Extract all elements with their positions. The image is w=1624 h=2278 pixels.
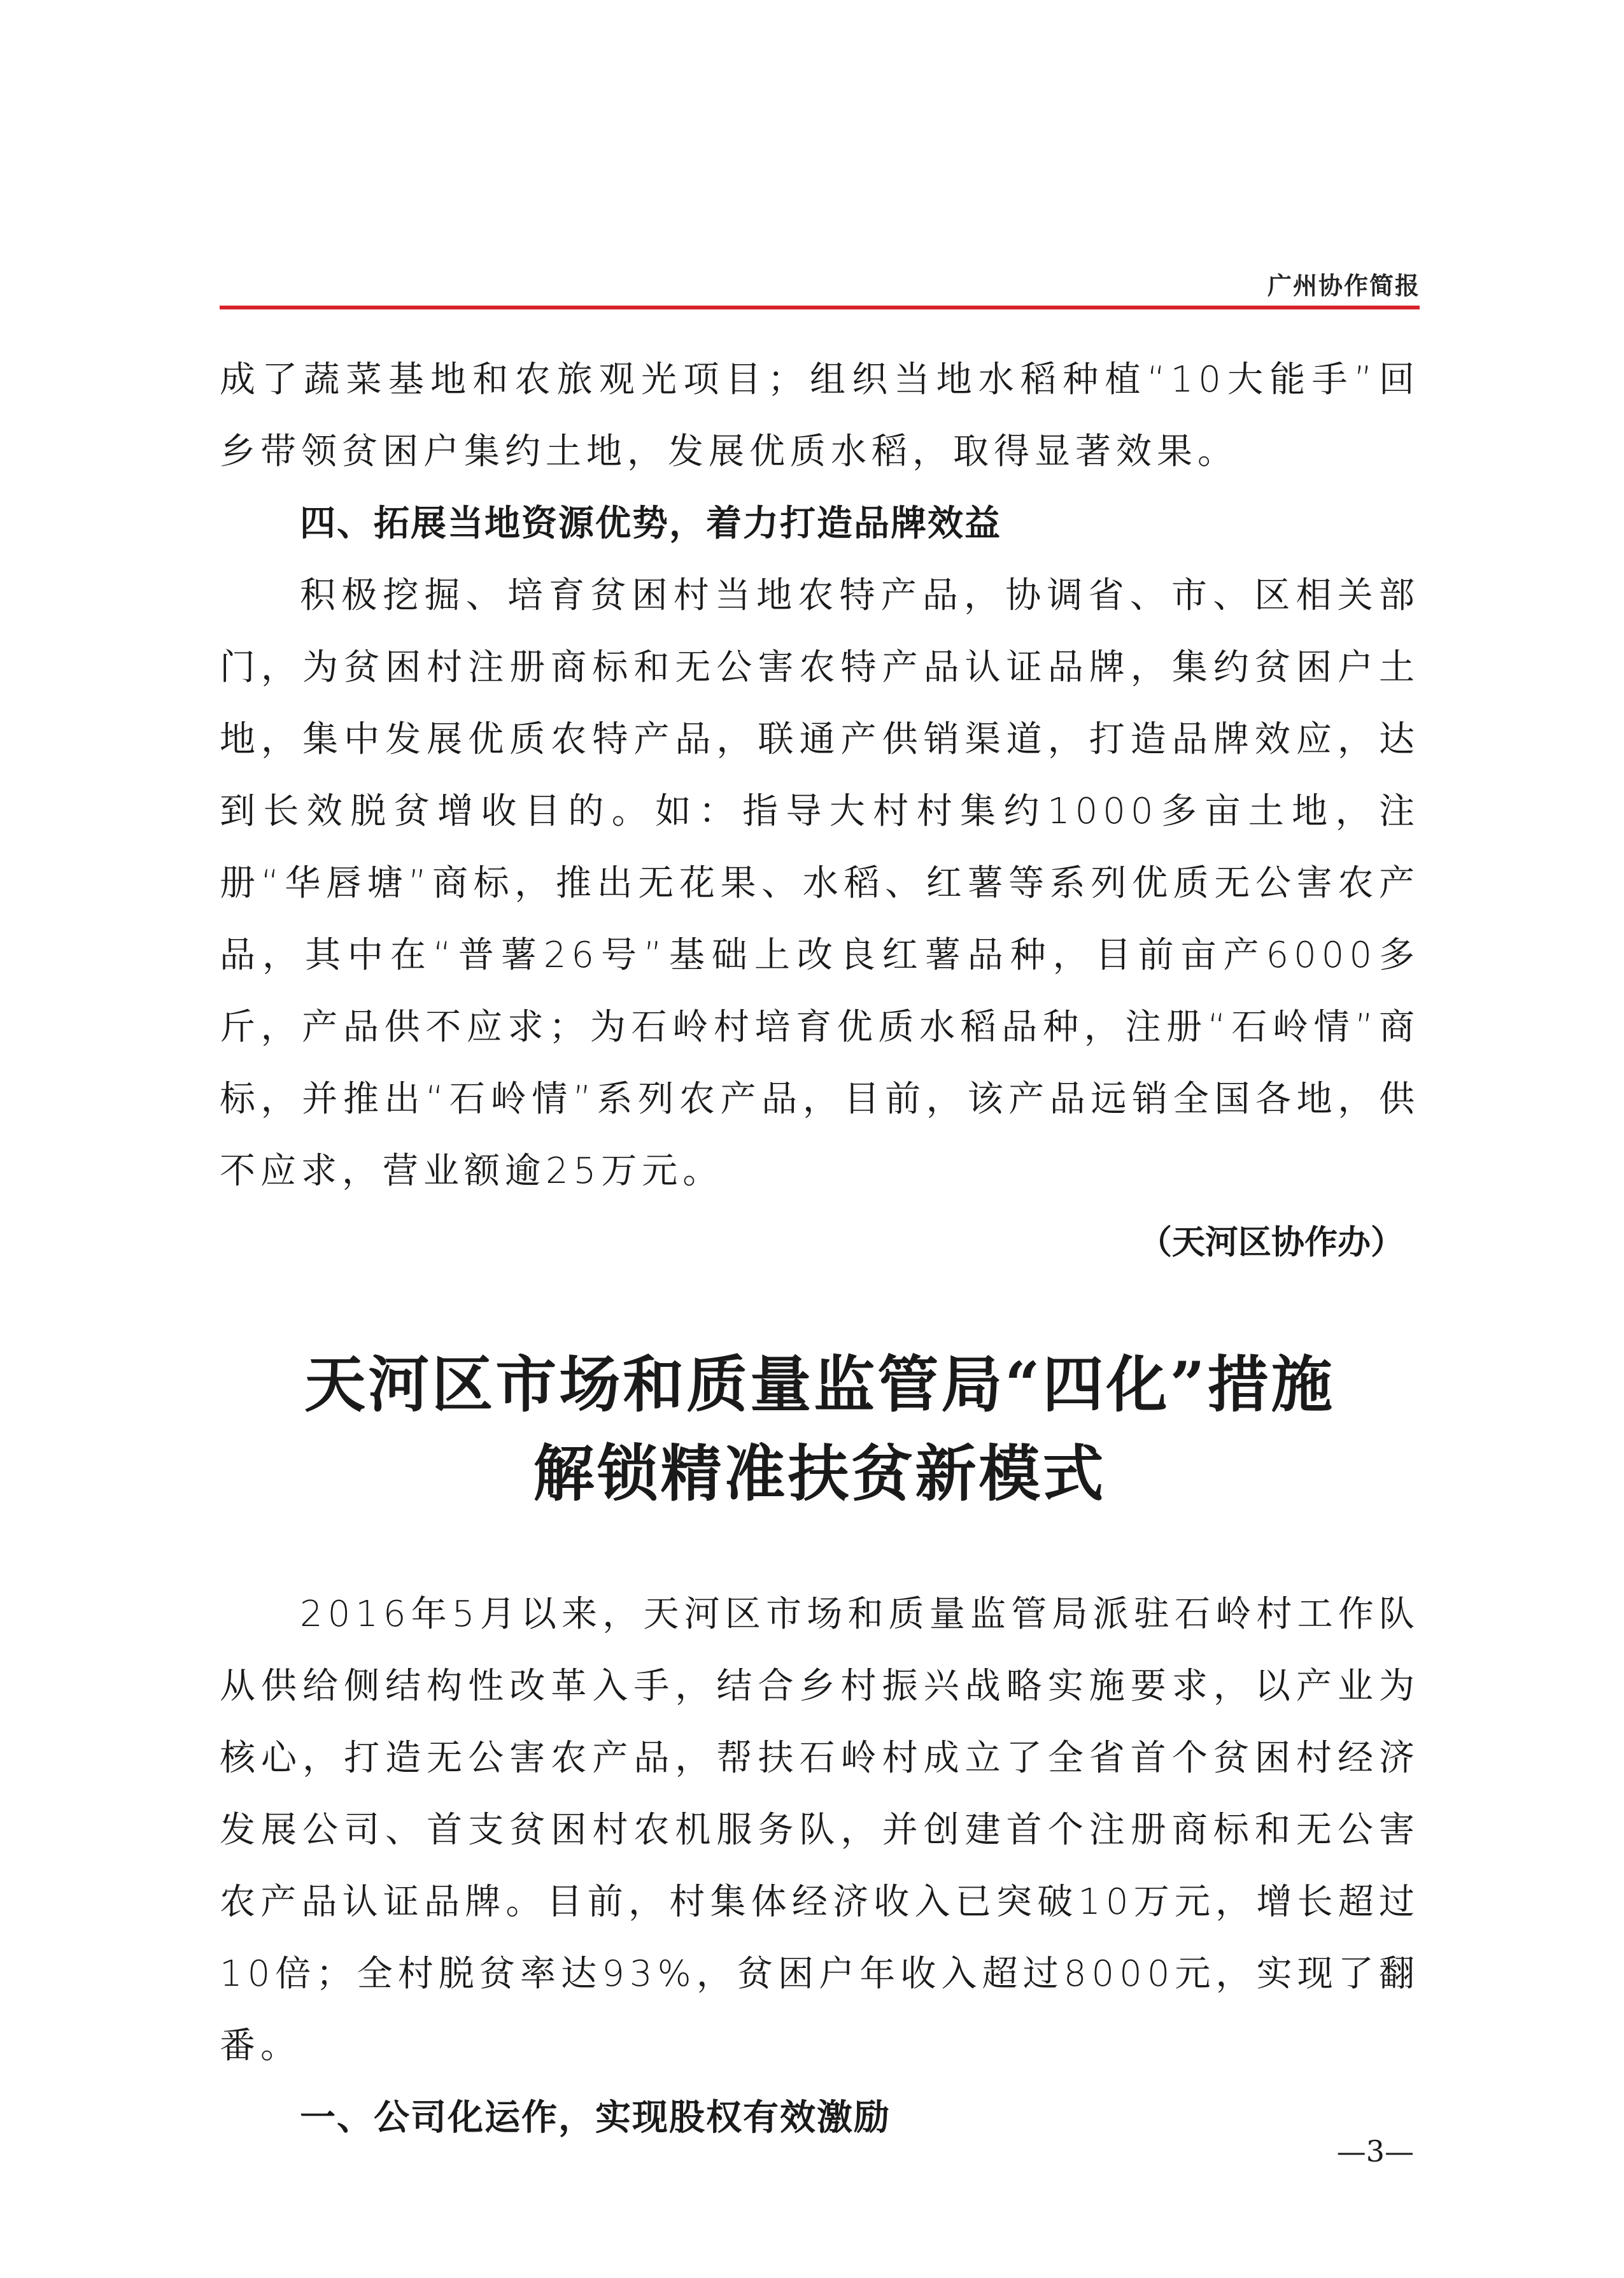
article-intro-paragraph: 2016年5月以来，天河区市场和质量监管局派驻石岭村工作队从供给侧结构性改革入手，结合乡村振兴战略实施要求，以产业为核心，打造无公害农产品，帮扶石岭村成立了全省首个贫困村经济发展公司、首支贫困村农机服务队，并创建首个注册商标和无公害农产品认证品牌。目前，村集体经济收入已突破10万元，增长超过10倍；全村脱贫率达93%，贫困户年收入超过8000元，实现了翻番。	[220, 1594, 1420, 2067]
page-number: —3—	[1336, 2134, 1414, 2168]
article-title-line-1: 天河区市场和质量监管局“四化”措施	[304, 1348, 1335, 1420]
page-content	[220, 344, 1420, 2154]
header-divider	[220, 306, 1420, 309]
article-heading-1: 一、公司化运作，实现股权有效激励	[300, 2097, 891, 2139]
source-attribution: （天河区协作办）	[1138, 1224, 1404, 1262]
section-heading-4: 四、拓展当地资源优势，着力打造品牌效益	[300, 503, 1001, 544]
section-paragraph: 积极挖掘、培育贫困村当地农特产品，协调省、市、区相关部门，为贫困村注册商标和无公害农特产品认证品牌，集约贫困户土地，集中发展优质农特产品，联通产供销渠道，打造品牌效应，达到长效脱贫增收目的。如：指导大村村集约1000多亩土地，注册“华唇塘”商标，推出无花果、水稻、红薯等系列优质无公害农产品，其中在“普薯26号”基础上改良红薯品种，目前亩产6000多斤，产品供不应求；为石岭村培育优质水稻品种，注册“石岭情”商标，并推出“石岭情”系列农产品，目前，该产品远销全国各地，供不应求，营业额逾25万元。	[220, 575, 1420, 1192]
publication-title: 广州协作简报	[1267, 271, 1420, 300]
continued-paragraph: 成了蔬菜基地和农旅观光项目；组织当地水稻种植“10大能手”回乡带领贫困户集约土地，发展优质水稻，取得显著效果。	[220, 359, 1420, 472]
article-title-line-2: 解锁精准扶贫新模式	[533, 1438, 1106, 1510]
